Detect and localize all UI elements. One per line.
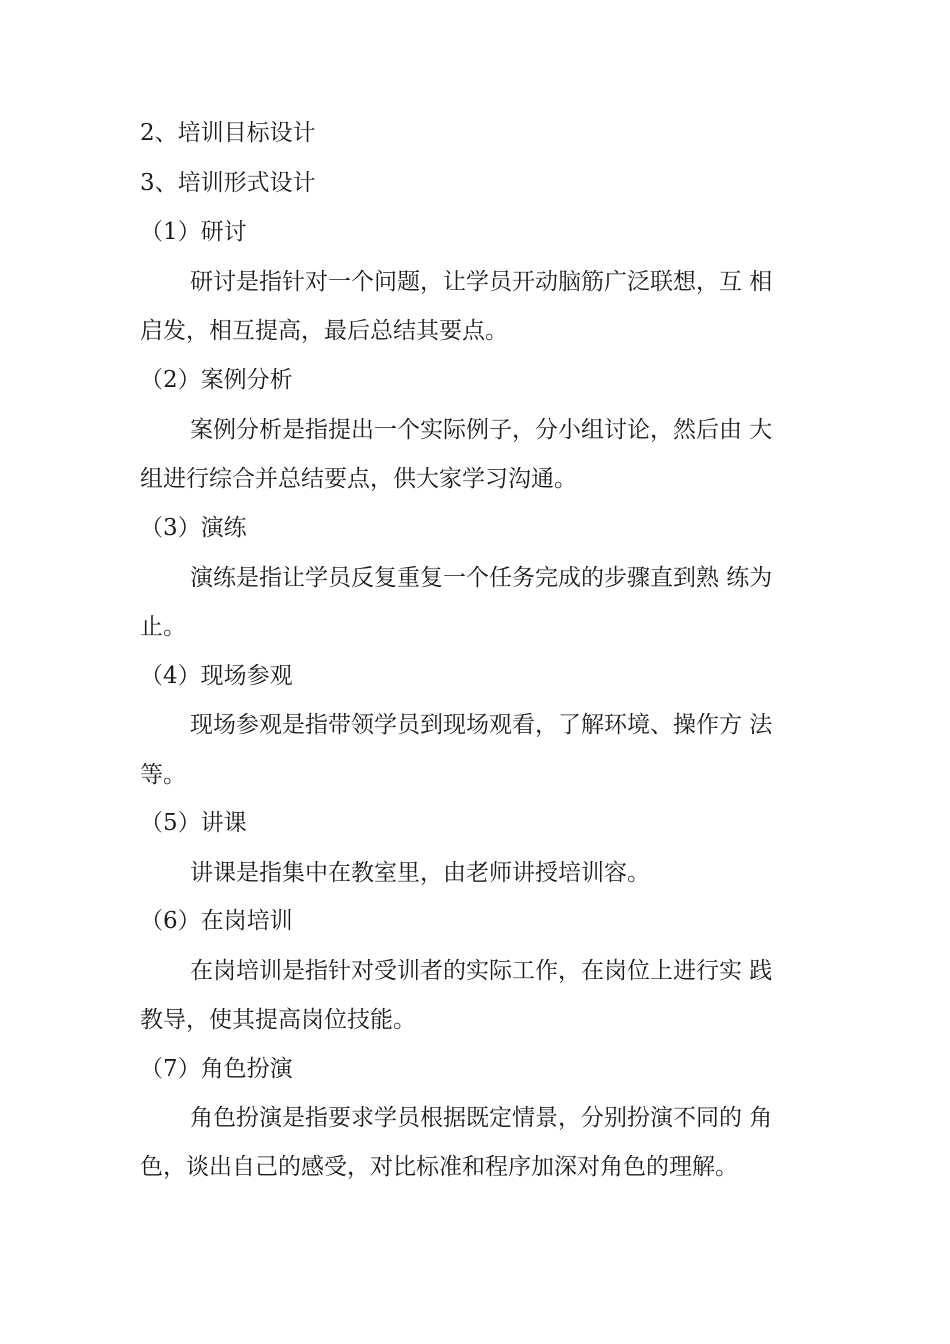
paragraph-line: 研讨是指针对一个问题，让学员开动脑筋广泛联想，互 相 <box>190 269 773 295</box>
paragraph-line: 在岗培训是指针对受训者的实际工作，在岗位上进行实 践 <box>190 958 773 984</box>
paragraph-line: 案例分析是指提出一个实际例子，分小组讨论，然后由 大 <box>190 417 773 443</box>
paragraph-line: 现场参观是指带领学员到现场观看，了解环境、操作方 法 <box>190 712 773 738</box>
paragraph-line: 组进行综合并总结要点，供大家学习沟通。 <box>140 466 577 492</box>
paragraph-line: 色，谈出自己的感受，对比标准和程序加深对角色的理解。 <box>140 1154 738 1180</box>
heading-training-goal-design: 2、培训目标设计 <box>140 120 316 146</box>
section-title-role-play: （7）角色扮演 <box>140 1056 293 1082</box>
paragraph-line: 启发，相互提高，最后总结其要点。 <box>140 318 508 344</box>
paragraph-line: 等。 <box>140 762 186 788</box>
section-title-drill: （3）演练 <box>140 515 247 541</box>
paragraph-line: 讲课是指集中在教室里，由老师讲授培训容。 <box>190 860 650 886</box>
paragraph-line: 教导，使其提高岗位技能。 <box>140 1007 416 1033</box>
heading-training-format-design: 3、培训形式设计 <box>140 170 316 196</box>
paragraph-line: 角色扮演是指要求学员根据既定情景，分别扮演不同的 角 <box>190 1105 773 1131</box>
section-title-discussion: （1）研讨 <box>140 219 247 245</box>
section-title-case-analysis: （2）案例分析 <box>140 367 293 393</box>
section-title-lecture: （5）讲课 <box>140 810 247 836</box>
paragraph-line: 演练是指让学员反复重复一个任务完成的步骤直到熟 练为 <box>190 565 773 591</box>
section-title-site-visit: （4）现场参观 <box>140 663 293 689</box>
section-title-on-the-job-training: （6）在岗培训 <box>140 908 293 934</box>
paragraph-line: 止。 <box>140 614 186 640</box>
